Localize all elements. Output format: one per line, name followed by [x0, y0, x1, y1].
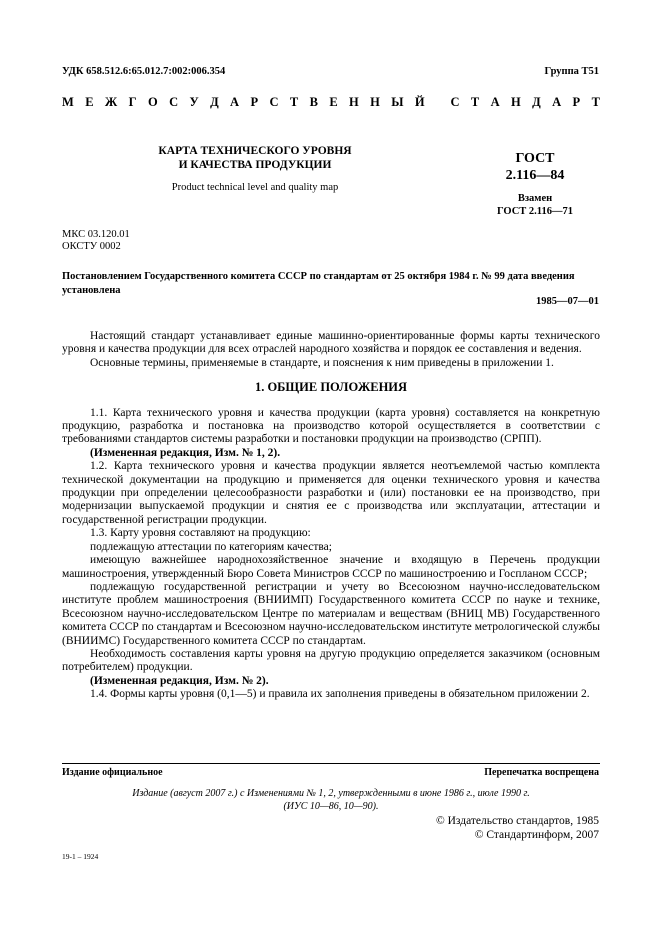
title-line-2: И КАЧЕСТВА ПРОДУКЦИИ: [178, 159, 332, 171]
copyright-block: [436, 815, 599, 842]
paragraph: Основные термины, применяемые в стандарте, и пояснения к ним приведены в приложении 1.: [90, 356, 554, 369]
replaces-block: [470, 192, 600, 218]
banner-letter: У: [189, 95, 199, 109]
banner-letter: С: [169, 95, 179, 109]
copyright-line-2: © Стандартинформ, 2007: [474, 828, 599, 841]
edition-note: [62, 787, 600, 813]
banner-letter: М: [62, 95, 74, 109]
list-item: подлежащую государственной регистрации и учету во Всесоюзном научно-исследовательском институте проблем машиностроения (ВНИИМП) Государственного комитета СССР по науке и технике, Всесоюзном научно-исследовательском Центре по материалам и веществам (ВНИЦ МВ) Государственного комитета СССР по стандартам и Всесоюзном научно-исследовательском институте метрологической службы (ВНИИМС) Государственного комитета СССР по стандартам.: [62, 580, 600, 647]
reprint-prohibited-label: Перепечатка воспрещена: [484, 767, 599, 778]
banner-letter: О: [147, 95, 158, 109]
banner-letter: Ы: [391, 95, 404, 109]
paragraph: 1.4. Формы карты уровня (0,1—5) и правила их заполнения приведены в обязательном приложении 2.: [90, 688, 590, 701]
banner-letter: [436, 95, 439, 110]
replaces-label: Взамен: [517, 193, 553, 204]
amendment-note: (Измененная редакция, Изм. № 1, 2).: [90, 446, 281, 459]
banner-letter: С: [450, 95, 460, 109]
banner-letter: А: [230, 95, 240, 109]
copyright-line-1: © Издательство стандартов, 1985: [435, 815, 599, 827]
list-item: подлежащую аттестации по категориям качества;: [90, 540, 332, 553]
document-body: [62, 330, 600, 702]
banner-letter: А: [552, 95, 562, 109]
section-heading: 1. ОБЩИЕ ПОЛОЖЕНИЯ: [254, 380, 408, 395]
decree-text: Постановлением Государственного комитета СССР по стандартам от 25 октября 1984 г. № 99 дата введения установлена: [62, 271, 575, 296]
banner-letter: Р: [572, 95, 581, 109]
classification-codes: [62, 229, 130, 253]
banner-letter: Н: [511, 95, 521, 109]
gost-label: ГОСТ: [515, 151, 555, 166]
official-edition-label: Издание официальное: [62, 767, 163, 778]
banner-letter: Й: [414, 95, 425, 109]
banner-letter: Г: [128, 95, 137, 109]
paragraph: 1.2. Карта технического уровня и качества продукции является неотъемлемой частью комплекта технической документации на продукцию и применяется для оценки технического уровня и качества продукции при определении целесообразности разработки и (или) постановки ее на производство, при модернизации выпускаемой продукции и снятия ее с производства или эксплуатации, аттестации и государственной регистрации продукции.: [62, 460, 600, 526]
paragraph: Настоящий стандарт устанавливает единые машинно-ориентированные формы карты технического уровня и качества продукции для всех отраслей народного хозяйства и порядок ее составления и ведения.: [62, 330, 600, 356]
banner-letter: Е: [329, 95, 338, 109]
banner-letter: Т: [591, 95, 600, 109]
amendment-note: (Измененная редакция, Изм. № 2).: [90, 674, 269, 687]
gost-designation: [470, 150, 600, 184]
banner-letter: А: [490, 95, 500, 109]
banner-letter: Е: [85, 95, 94, 109]
introduction-date: 1985—07—01: [536, 296, 599, 307]
footer-divider: [62, 763, 600, 764]
print-code: 19-1 – 1924: [62, 852, 99, 861]
banner-letter: Н: [349, 95, 359, 109]
banner-letter: Д: [532, 95, 541, 109]
gost-number: 2.116—84: [505, 168, 565, 183]
document-title: [120, 144, 390, 172]
banner-letter: Т: [470, 95, 480, 109]
english-title: Product technical level and quality map: [171, 182, 339, 193]
group-code: Группа Т51: [544, 66, 599, 77]
paragraph: Необходимость составления карты уровня на другую продукцию определяется заказчиком (основным потребителем) продукции.: [62, 647, 600, 674]
list-item: имеющую важнейшее народнохозяйственное значение и входящую в Перечень продукции машиностроения, утвержденный Бюро Совета Министров СССР по машиностроению и Госпланом СССР;: [62, 554, 600, 580]
title-line-1: КАРТА ТЕХНИЧЕСКОГО УРОВНЯ: [158, 145, 352, 157]
replaces-value: ГОСТ 2.116—71: [497, 206, 573, 217]
paragraph: 1.3. Карту уровня составляют на продукцию:: [90, 527, 311, 540]
banner-letter: Ж: [104, 95, 118, 109]
okstu-code: ОКСТУ 0002: [62, 241, 121, 252]
edition-line-2: (ИУС 10—86, 10—90).: [283, 801, 379, 812]
banner-letter: Т: [289, 95, 299, 109]
banner-letter: Н: [370, 95, 380, 109]
interstate-standard-banner: [62, 95, 600, 110]
banner-letter: Р: [250, 95, 259, 109]
banner-letter: В: [309, 95, 318, 109]
udk-code: УДК 658.512.6:65.012.7:002:006.354: [62, 66, 226, 77]
banner-letter: Д: [210, 95, 219, 109]
mks-code: МКС 03.120.01: [62, 229, 130, 240]
banner-letter: С: [269, 95, 279, 109]
edition-line-1: Издание (август 2007 г.) с Изменениями № 1, 2, утвержденными в июне 1986 г., июле 1990 г.: [132, 788, 530, 799]
paragraph: 1.1. Карта технического уровня и качества продукции (карта уровня) составляется на конкретную продукцию, разработка и постановка на производство которой осуществляется в соответствии с требованиями стандартов системы разработки и постановки продукции на производство (СРПП).: [62, 406, 600, 446]
